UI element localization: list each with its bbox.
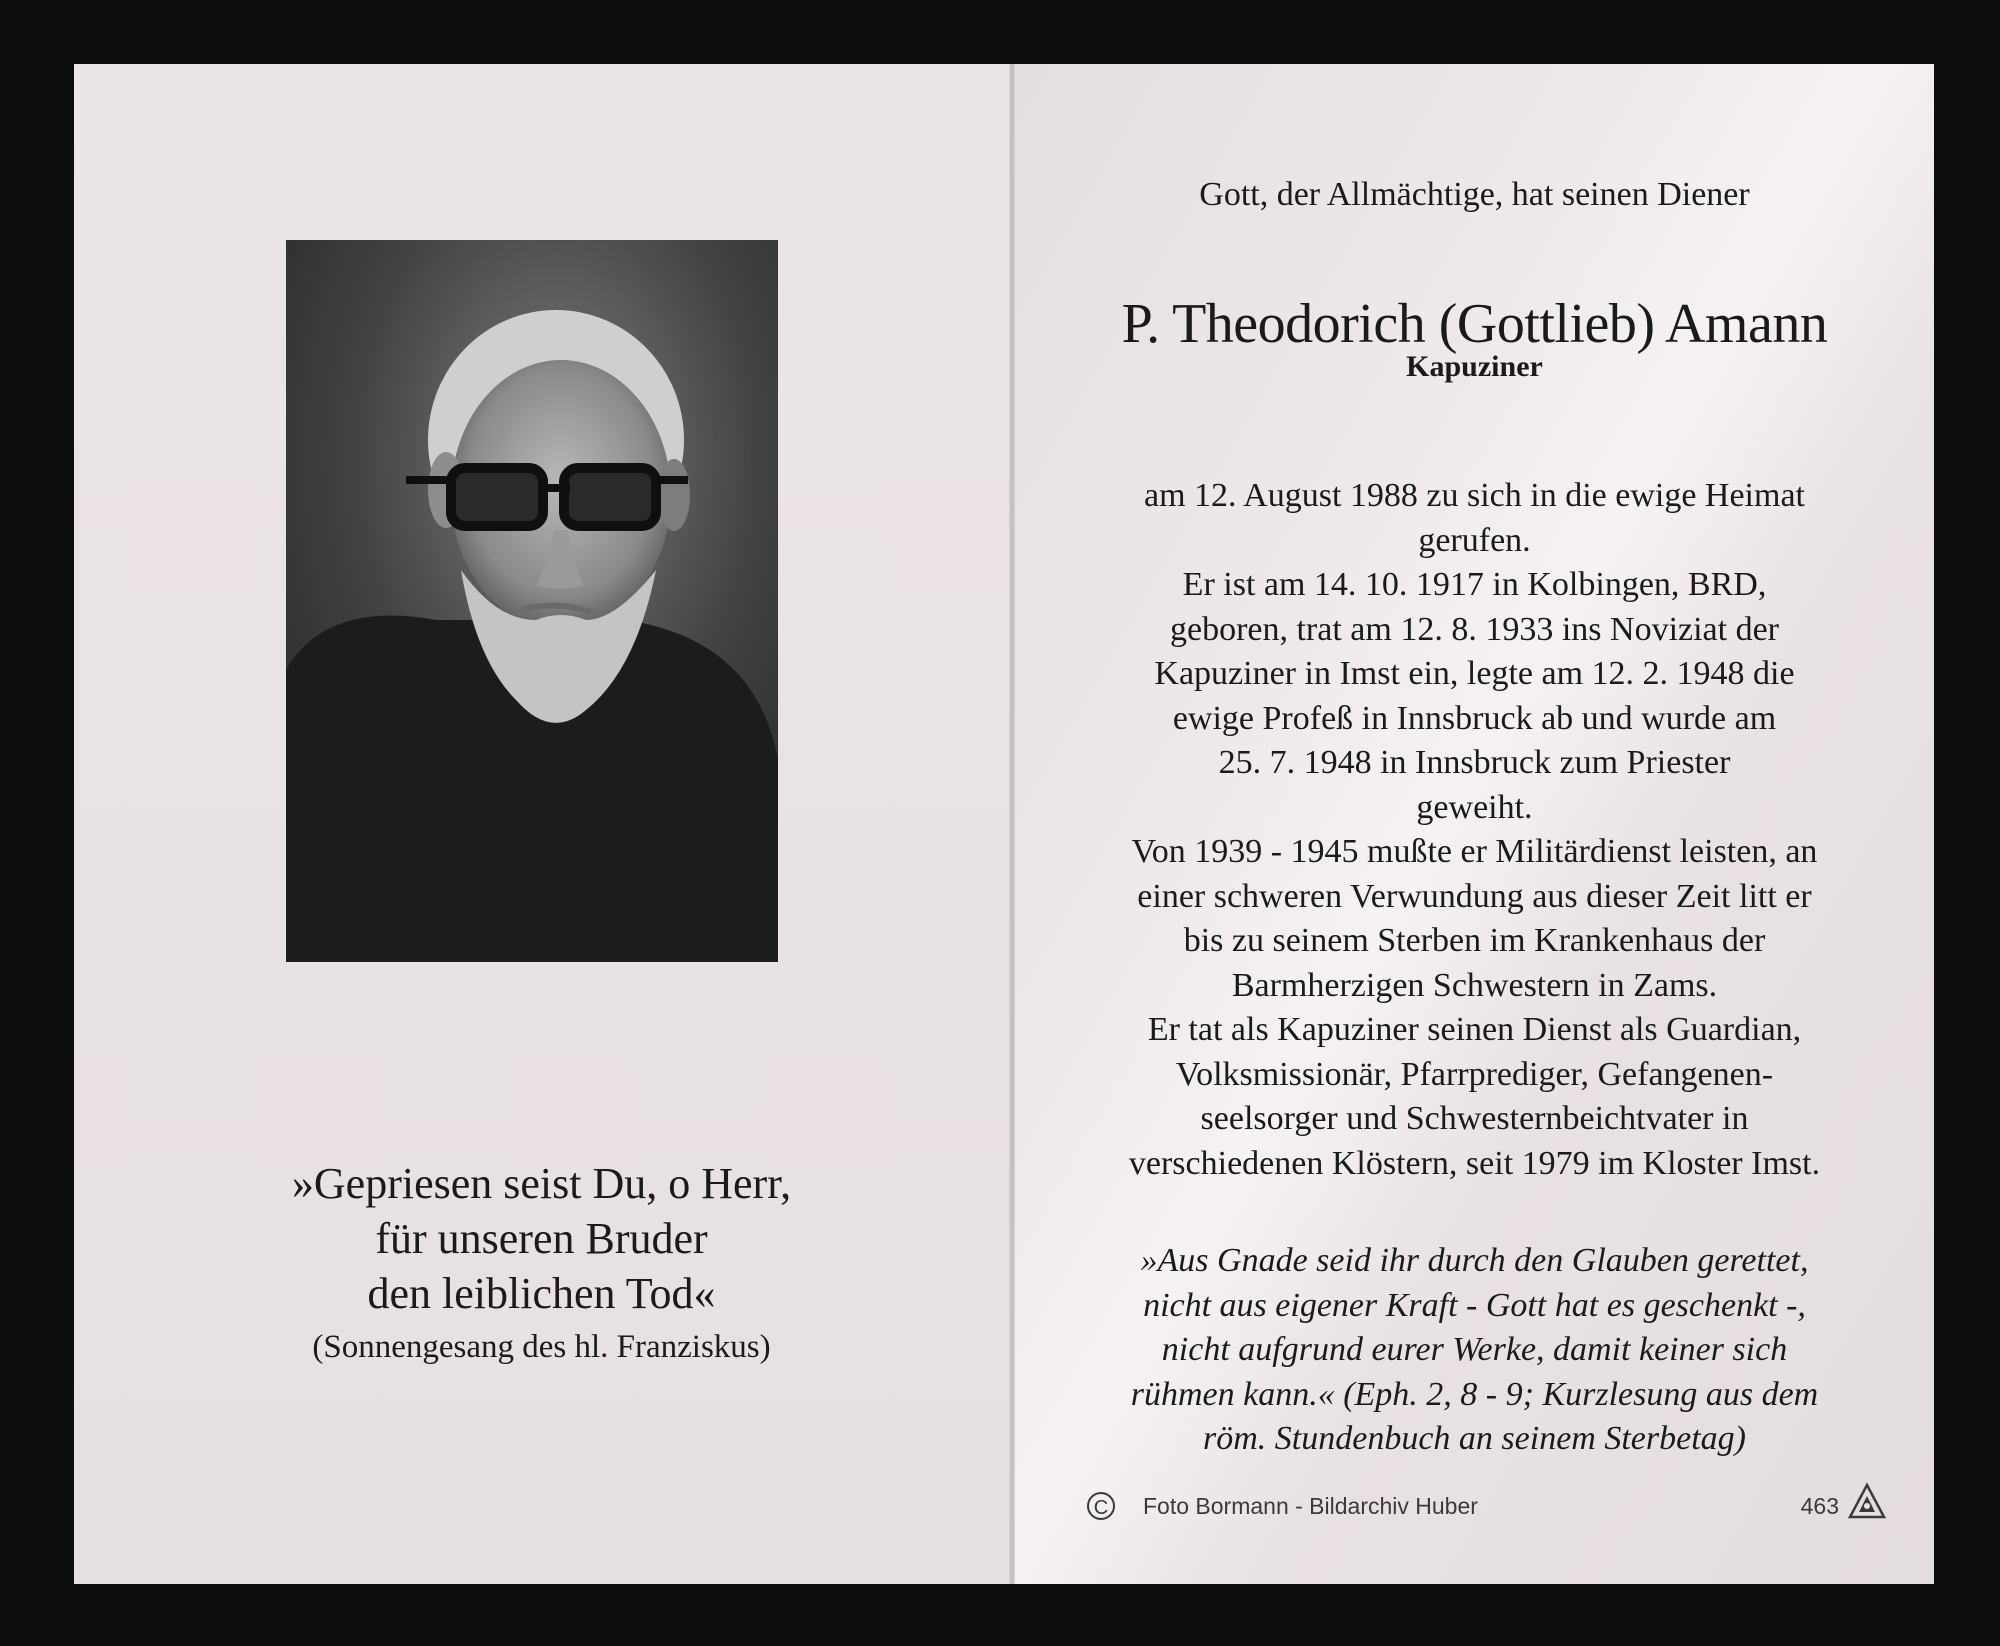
bio-line: Er ist am 14. 10. 1917 in Kolbingen, BRD,: [1182, 566, 1767, 603]
religious-order: Kapuziner: [1406, 350, 1543, 383]
bio-line: seelsorger und Schwesternbeichtvater in: [1200, 1100, 1749, 1137]
bio-line: Von 1939 - 1945 mußte er Militärdienst leisten, an: [1131, 833, 1818, 870]
bio-line: geweiht.: [1416, 788, 1533, 826]
bio-line: Barmherzigen Schwestern in Zams.: [1231, 966, 1718, 1004]
scripture-verse: [1015, 1239, 1934, 1462]
quote-source: (Sonnengesang des hl. Franziskus): [312, 1329, 771, 1365]
verse-line: nicht aufgrund eurer Werke, damit keiner sich: [1161, 1331, 1788, 1368]
verse-line: röm. Stundenbuch an seinem Sterbetag): [1203, 1420, 1746, 1457]
right-panel: [1015, 64, 1934, 1584]
bio-line: geboren, trat am 12. 8. 1933 ins Noviziat der: [1169, 610, 1779, 648]
deceased-name: P. Theodorich (Gottlieb) Amann: [1121, 293, 1828, 355]
bio-line: Kapuziner in Imst ein, legte am 12. 2. 1948 die: [1154, 655, 1795, 692]
quote-line: den leiblichen Tod«: [367, 1269, 716, 1318]
verse-line: nicht aus eigener Kraft - Gott hat es geschenkt -,: [1143, 1286, 1806, 1324]
quote-line: »Gepriesen seist Du, o Herr,: [291, 1159, 792, 1208]
bio-line: am 12. August 1988 zu sich in die ewige Heimat: [1144, 477, 1805, 514]
quote-line: für unseren Bruder: [375, 1214, 708, 1263]
triangle-logo-icon: [1847, 1482, 1887, 1522]
quote-block: [74, 1156, 1009, 1369]
bio-line: gerufen.: [1418, 521, 1531, 559]
portrait-illustration: [286, 240, 778, 962]
verse-line: rühmen kann.« (Eph. 2, 8 - 9; Kurzlesung aus dem: [1130, 1375, 1819, 1413]
bio-line: einer schweren Verwundung aus dieser Zeit litt er: [1137, 877, 1812, 915]
intro-line: Gott, der Allmächtige, hat seinen Diener: [1199, 176, 1750, 213]
portrait-photo: [286, 240, 778, 962]
card-footer: [1087, 1492, 1887, 1532]
bio-line: Volksmissionär, Pfarrprediger, Gefangenen-: [1175, 1055, 1774, 1093]
bio-line: verschiedenen Klöstern, seit 1979 im Kloster Imst.: [1128, 1144, 1821, 1182]
bio-line: bis zu seinem Sterben im Krankenhaus der: [1183, 922, 1766, 959]
bio-line: 25. 7. 1948 in Innsbruck zum Priester: [1218, 744, 1731, 781]
copyright-icon: C: [1087, 1492, 1115, 1520]
biography-text: [1015, 474, 1934, 1186]
memorial-card: [74, 64, 1934, 1584]
bio-line: ewige Profeß in Innsbruck ab und wurde am: [1172, 699, 1777, 737]
card-number: 463: [1800, 1493, 1839, 1519]
verse-line: »Aus Gnade seid ihr durch den Glauben gerettet,: [1140, 1242, 1809, 1279]
bio-line: Er tat als Kapuziner seinen Dienst als Guardian,: [1147, 1011, 1802, 1048]
left-panel: [74, 64, 1009, 1584]
photo-credit: Foto Bormann - Bildarchiv Huber: [1143, 1493, 1478, 1519]
